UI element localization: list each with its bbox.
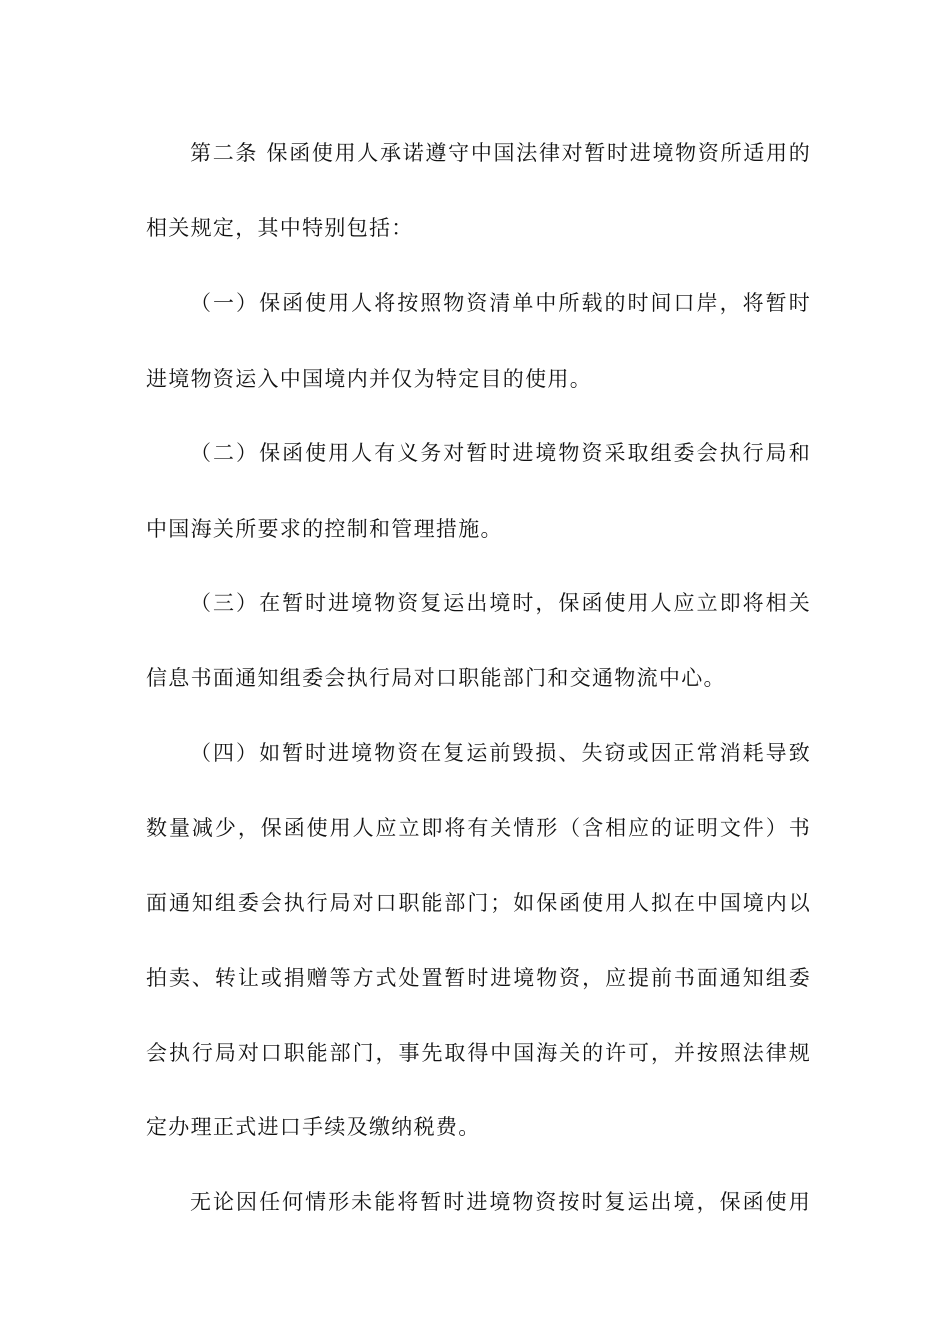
clause-4-line-2: 数量减少，保函使用人应立即将有关情形（含相应的证明文件）书 [146, 816, 811, 840]
clause-4-line-3: 面通知组委会执行局对口职能部门；如保函使用人拟在中国境内以 [146, 891, 811, 915]
clause-1-line-1: （一）保函使用人将按照物资清单中所载的时间口岸，将暂时 [190, 291, 811, 315]
article-2-intro-line: 相关规定，其中特别包括： [146, 216, 414, 240]
clause-2-line-1: （二）保函使用人有义务对暂时进境物资采取组委会执行局和 [190, 441, 811, 465]
clause-4-line-6: 定办理正式进口手续及缴纳税费。 [146, 1115, 481, 1139]
clause-4-line-4: 拍卖、转让或捐赠等方式处置暂时进境物资，应提前书面通知组委 [146, 966, 811, 990]
article-2-heading-line: 第二条 保函使用人承诺遵守中国法律对暂时进境物资所适用的 [190, 141, 811, 165]
clause-1-line-2: 进境物资运入中国境内并仅为特定目的使用。 [146, 367, 592, 391]
clause-4-line-1: （四）如暂时进境物资在复运前毁损、失窃或因正常消耗导致 [190, 741, 811, 765]
clause-2-line-2: 中国海关所要求的控制和管理措施。 [146, 517, 503, 541]
clause-3-line-2: 信息书面通知组委会执行局对口职能部门和交通物流中心。 [146, 666, 726, 690]
clause-3-line-1: （三）在暂时进境物资复运出境时，保函使用人应立即将相关 [190, 591, 811, 615]
clause-4-line-5: 会执行局对口职能部门，事先取得中国海关的许可，并按照法律规 [146, 1041, 811, 1065]
closing-paragraph-line-1: 无论因任何情形未能将暂时进境物资按时复运出境，保函使用 [190, 1190, 811, 1214]
